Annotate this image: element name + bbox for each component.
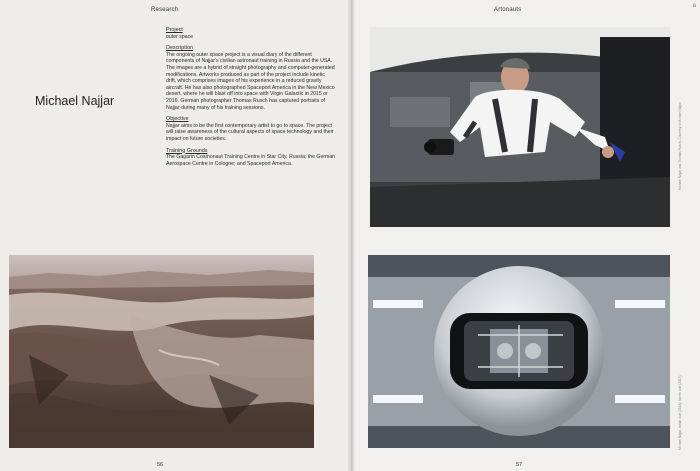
section-header: Research [151, 7, 179, 13]
training-text: The Gagarin Cosmonaut Training Centre in Star City, Russia; the German Aerospace Centre in Cologne; and Spaceport America. [166, 154, 336, 167]
page-number-right: 57 [516, 462, 523, 468]
objective-block [166, 116, 336, 142]
binding-gutter [347, 0, 355, 471]
landscape-photo [9, 255, 314, 448]
artist-name: Michael Najjar [35, 94, 115, 108]
description-text: The ongoing outer space project is a visual diary of the different components of Najjar's civilian astronaut training in Russia and the USA. The images are a hybrid of straight photography and computer-generated modifications. Artworks produced as part of the project include kinetic drift, which comprises images of his experience in a reduced gravity aircraft. He has also photographed Spaceport America in the New Mexico desert, where he will blast off into space with Virgin Galactic in 2015 or 2016. German photographer Thomas Rusch has captured portraits of Najjar during many of his training sessions. [166, 51, 335, 111]
description-label: Description [166, 45, 193, 52]
page-number-left: 56 [157, 462, 164, 468]
photo-credit-lower: Michael Najjar, stellar dust (2013); kinetic drift (2013) [678, 375, 682, 450]
project-block [166, 27, 336, 40]
project-value: outer space [166, 33, 194, 40]
objective-text: Najjar aims to be the first contemporary artist to go to space. The project will raise awareness of the cultural aspects of space technology and their impact on future societies. [166, 122, 334, 142]
corner-mark: a [692, 3, 696, 9]
description-block [166, 45, 336, 111]
objective-label: Objective [166, 116, 189, 123]
project-label: Project [166, 27, 183, 33]
training-block [166, 148, 336, 168]
project-text-column [166, 27, 336, 172]
right-page [350, 0, 700, 471]
training-label: Training Grounds [166, 147, 208, 154]
section-header: Artonauts [494, 7, 522, 13]
photo-credit-upper: Michael Najjar and Thomas Rusch. Courtesy of Michael Najjar [678, 102, 682, 190]
zero-gravity-photo [370, 27, 670, 227]
sphere-photo [368, 255, 670, 448]
